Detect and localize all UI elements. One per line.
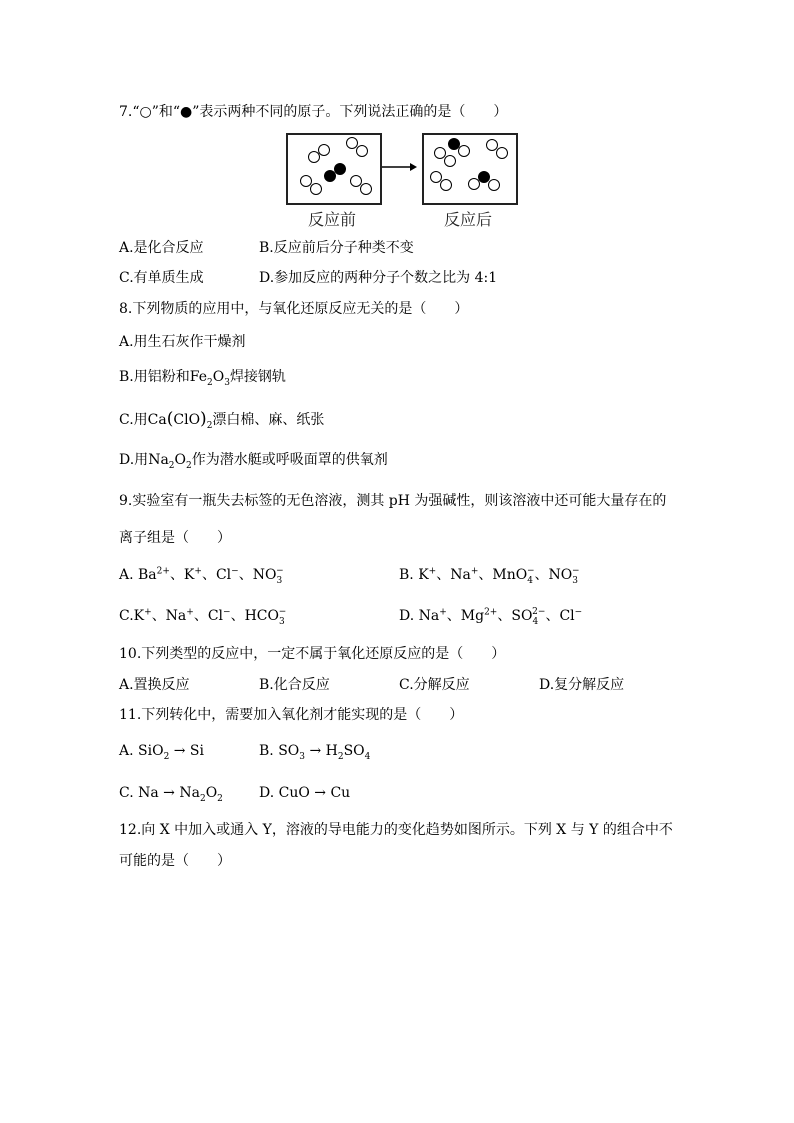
q8-b-suffix: 焊接钢轨 <box>229 369 286 385</box>
q8-option-c <box>119 410 324 429</box>
white-atom <box>318 144 330 156</box>
q11-option-b: B. $SO_3 \to H_2SO_4$ <box>259 743 371 762</box>
q11-stem: 11.下列转化中，需要加入氧化剂才能实现的是（ ） <box>119 707 464 723</box>
q9-option-c: C.K+、Na+、Cl−、$HCO_3^-$ <box>119 607 287 627</box>
q10-option-c: C.分解反应 <box>399 677 470 693</box>
white-atom <box>360 183 372 195</box>
before-box <box>286 133 382 205</box>
white-atom <box>458 145 470 157</box>
white-atom <box>310 183 322 195</box>
q9-b-label: B. <box>399 567 414 583</box>
q9-d-label: D. <box>399 608 415 624</box>
white-atom <box>444 155 456 167</box>
caption-before: 反应前 <box>307 210 356 229</box>
q11-option-c: C. $Na \to Na_2O_2$ <box>119 785 223 804</box>
q8-c-prefix: C.用 <box>119 412 148 428</box>
q12-stem-line2: 可能的是（ ） <box>119 853 231 869</box>
na2o2-formula: $Na_2O_2$ <box>148 452 192 471</box>
after-box <box>422 133 518 205</box>
white-atom <box>496 147 508 159</box>
caption-after: 反应后 <box>443 210 492 229</box>
q10-option-b: B.化合反应 <box>259 677 330 693</box>
q8-stem: 8.下列物质的应用中，与氧化还原反应无关的是（ ） <box>119 301 469 317</box>
q9-stem-line2: 离子组是（ ） <box>119 530 231 546</box>
q9-c-label: C. <box>119 608 134 624</box>
q11-option-a: A. SiO$_2$ → Si <box>119 743 204 762</box>
q9-stem-line1: 9.实验室有一瓶失去标签的无色溶液，测其 pH 为强碱性，则该溶液中还可能大量存在的 <box>119 493 667 509</box>
q11-a-label: A. <box>119 743 134 759</box>
q11-b-label: B. <box>259 743 274 759</box>
q8-option-b <box>119 368 286 386</box>
q9-option-d: D. Na+、$Mg^{2+}$、$SO_4^{2-}$、Cl− <box>399 607 583 627</box>
arrow-icon <box>382 161 418 173</box>
q7-option-c: C.有单质生成 <box>119 270 204 286</box>
q10-option-a: A.置换反应 <box>119 677 190 693</box>
q12-stem-line1: 12.向 X 中加入或通入 Y，溶液的导电能力的变化趋势如图所示。下列 X 与 Y 的组合中不 <box>119 822 673 838</box>
q8-b-prefix: B.用铝粉和 <box>119 369 190 385</box>
q7-option-b: B.反应前后分子种类不变 <box>259 240 414 256</box>
q9-a-label: A. <box>119 567 134 583</box>
q11-option-d: D. CuO → Cu <box>259 785 351 801</box>
q8-d-suffix: 作为潜水艇或呼吸面罩的供氧剂 <box>191 452 388 468</box>
black-atom <box>334 163 346 175</box>
q11-d-label: D. <box>259 785 275 801</box>
caclo2-formula: $Ca(ClO)_2$ <box>147 409 213 431</box>
q11-c-label: C. <box>119 785 134 801</box>
q7-stem: 7.“○”和“●”表示两种不同的原子。下列说法正确的是（ ） <box>119 104 508 120</box>
white-atom <box>488 179 500 191</box>
white-atom <box>440 179 452 191</box>
q7-option-a: A.是化合反应 <box>119 240 204 256</box>
reaction-diagram <box>286 133 518 229</box>
fe2o3-formula: $Fe_2O_3$ <box>189 369 230 388</box>
q9-option-b: B. K+、Na+、MnO$_4$−、$NO_3^-$ <box>399 566 580 586</box>
q8-c-suffix: 漂白棉、麻、纸张 <box>212 412 325 428</box>
q10-option-d: D.复分解反应 <box>539 677 625 693</box>
q8-option-d <box>119 451 388 469</box>
q8-d-prefix: D.用 <box>119 452 149 468</box>
q9-option-a: A. $Ba^{2+}$、K+、Cl−、$NO_3^-$ <box>119 566 284 586</box>
q8-option-a: A.用生石灰作干燥剂 <box>119 334 246 350</box>
q7-option-d: D.参加反应的两种分子个数之比为 4:1 <box>259 270 498 286</box>
q10-stem: 10.下列类型的反应中，一定不属于氧化还原反应的是（ ） <box>119 646 506 662</box>
white-atom <box>356 145 368 157</box>
